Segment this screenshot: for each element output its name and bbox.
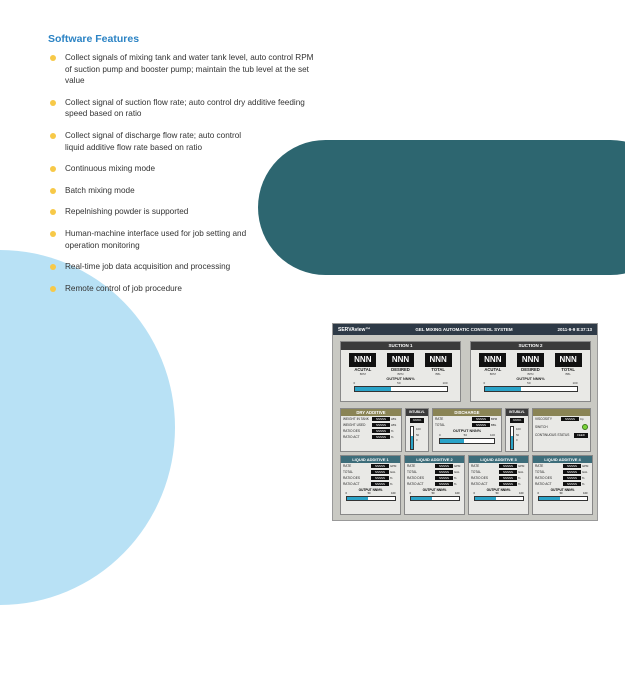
liquid-additive-2-block (404, 455, 465, 515)
feature-text: Repelnishing powder is supported (65, 207, 189, 217)
output-gauge (354, 386, 448, 392)
field-row: RATE NNNNN GPM (471, 463, 525, 468)
suction-actual: NNN ACUTAL BPM (349, 353, 376, 376)
feature-text: Remote control of job procedure (65, 283, 182, 293)
bullet-dot-icon (50, 286, 56, 292)
feature-item (48, 283, 318, 295)
feature-item (48, 97, 318, 120)
tub-level-value: NNN% (410, 418, 424, 423)
feature-text: Collect signal of discharge flow rate; auto control liquid additive flow rate based on ratio (65, 130, 242, 152)
software-features-section (48, 33, 318, 304)
status-value: FEED (574, 433, 588, 438)
suction-2-block (470, 341, 591, 402)
field-row: VISCOSITY NNNNN Cp (535, 416, 584, 421)
field-row: RATIO ACT NNNNN % (343, 481, 393, 486)
tub-level-title: INTUBLVL (406, 409, 428, 416)
panel-title-bar (333, 324, 597, 335)
feature-text: Collect signals of mixing tank and water tank level, auto control RPM of suction pump and booster pump; maintain the tub level at the set value (65, 53, 314, 86)
feature-text: Batch mixing mode (65, 185, 135, 195)
feature-item (48, 228, 258, 251)
field-row: RATIO ACT NNNNN % (407, 481, 457, 486)
liquid-additive-title: LIQUID ADDITIVE 2 (405, 456, 464, 463)
tub-level-title: INTUBLVL (506, 409, 528, 416)
output-gauge (484, 386, 578, 392)
suction-title: SUCTION 2 (471, 342, 590, 350)
switch-lamp-icon[interactable] (582, 424, 588, 430)
switch-row: SWITCH (533, 422, 590, 431)
bullet-dot-icon (50, 133, 56, 139)
field-row: RATE NNNNN GPM (535, 463, 589, 468)
feature-text: Real-time job data acquisition and processing (65, 262, 231, 272)
liquid-additive-title: LIQUID ADDITIVE 1 (341, 456, 400, 463)
gauge-ticks: 0 50 100 (345, 492, 396, 495)
field-row: RATIO DES NNNNN % (343, 428, 394, 433)
gauge-ticks: 0 50 100 (409, 492, 460, 495)
bullet-dot-icon (50, 100, 56, 106)
tub-level-gauge-1 (405, 408, 429, 452)
feature-text: Human-machine interface used for job setting and operation monitoring (65, 228, 247, 250)
control-panel-screenshot (332, 323, 598, 521)
bullet-dot-icon (50, 166, 56, 172)
feature-item (48, 261, 318, 273)
gauge-ticks: 0 50 100 (439, 433, 495, 437)
field-row: TOTAL NNNNN GAL (535, 469, 588, 474)
feature-item (48, 206, 318, 218)
field-row: RATIO DES NNNNN % (407, 475, 457, 480)
viscosity-header (533, 409, 590, 416)
panel-datetime: 2011-9-9 8:37:13 (557, 327, 592, 332)
output-label: OUTPUT NNN% (486, 488, 511, 492)
output-gauge (439, 438, 495, 444)
feature-text: Continuous mixing mode (65, 164, 156, 174)
field-row: TOTAL NNNNN GAL (407, 469, 460, 474)
bullet-dot-icon (50, 188, 56, 194)
tub-level-bar (510, 426, 514, 450)
dry-additive-block (340, 408, 402, 452)
gauge-ticks: 0 50 100 (353, 381, 448, 385)
field-row: TOTAL NNNNN BBL (435, 422, 497, 427)
output-gauge (346, 496, 396, 501)
bullet-dot-icon (50, 231, 56, 237)
discharge-title: DISCHARGE (433, 409, 501, 416)
field-row: RATIO ACT NNNNN % (471, 481, 521, 486)
feature-item (48, 52, 318, 87)
tub-level-bar (410, 426, 414, 450)
gauge-ticks: 0 50 100 (483, 381, 578, 385)
liquid-additive-3-block (468, 455, 529, 515)
field-row: WEIGHT USED NNNNN LBS (343, 422, 397, 427)
tub-level-value: NNN% (510, 418, 524, 423)
feature-item (48, 130, 253, 153)
viscosity-block (532, 408, 591, 452)
suction-total: NNN TOTAL BBL (555, 353, 582, 376)
output-label: OUTPUT NNN% (358, 488, 383, 492)
bullet-dot-icon (50, 55, 56, 61)
suction-total: NNN TOTAL BBL (425, 353, 452, 376)
liquid-additive-title: LIQUID ADDITIVE 3 (469, 456, 528, 463)
field-row: RATE NNNNN BPM (435, 416, 498, 421)
output-gauge (474, 496, 524, 501)
panel-brand: SERVAview™ (338, 326, 371, 333)
field-row: TOTAL NNNNN GAL (471, 469, 524, 474)
output-label: OUTPUT NNN% (422, 488, 447, 492)
section-title: Software Features (48, 33, 140, 45)
liquid-additive-4-block (532, 455, 593, 515)
feature-item (48, 185, 318, 197)
suction-desired: NNN DESIRED BPM (387, 353, 414, 376)
liquid-additive-1-block (340, 455, 401, 515)
bullet-dot-icon (50, 209, 56, 215)
field-row: TOTAL NNNNN GAL (343, 469, 396, 474)
tub-level-gauge-2 (505, 408, 529, 452)
feature-list (48, 52, 318, 294)
output-label: OUTPUT NNN% (386, 377, 415, 381)
output-label: OUTPUT NNN% (452, 429, 482, 433)
field-row: RATE NNNNN GPM (407, 463, 461, 468)
discharge-block (432, 408, 502, 452)
panel-system-title: GEL MIXING AUTOMATIC CONTROL SYSTEM (415, 327, 513, 332)
output-label: OUTPUT NNN% (516, 377, 545, 381)
field-row: RATIO DES NNNNN % (535, 475, 585, 480)
gauge-ticks: 0 50 100 (473, 492, 524, 495)
field-row: RATIO ACT NNNNN % (535, 481, 585, 486)
suction-desired: NNN DESIRED BPM (517, 353, 544, 376)
field-row: RATIO DES NNNNN % (471, 475, 521, 480)
output-gauge (410, 496, 460, 501)
feature-item (48, 163, 318, 175)
dry-additive-title: DRY ADDITIVE (341, 409, 401, 416)
output-label: OUTPUT NNN% (550, 488, 575, 492)
field-row: RATIO DES NNNNN % (343, 475, 393, 480)
field-row: RATIO ACT NNNNN % (343, 434, 394, 439)
tub-level-ticks: 100 50 0 (516, 427, 521, 442)
liquid-additive-title: LIQUID ADDITIVE 4 (533, 456, 592, 463)
suction-1-block (340, 341, 461, 402)
bullet-dot-icon (50, 264, 56, 270)
suction-actual: NNN ACUTAL BPM (479, 353, 506, 376)
feature-text: Collect signal of suction flow rate; auto control dry additive feeding speed based on ratio (65, 97, 305, 119)
suction-title: SUCTION 1 (341, 342, 460, 350)
field-row: RATE NNNNN GPM (343, 463, 397, 468)
output-gauge (538, 496, 588, 501)
tub-level-ticks: 100 50 0 (416, 427, 421, 442)
status-row: CONTINUOUS STATUS FEED (533, 431, 590, 440)
gauge-ticks: 0 50 100 (537, 492, 588, 495)
field-row: WEIGHT IN TANK NNNNN LBS (343, 416, 397, 421)
